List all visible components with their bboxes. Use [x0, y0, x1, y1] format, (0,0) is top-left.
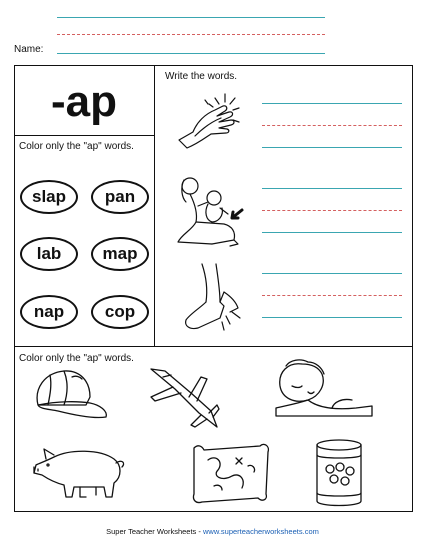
word-oval-cop[interactable]: cop	[91, 295, 149, 329]
footer-text: Super Teacher Worksheets -	[106, 527, 203, 536]
mom-lap-baby-icon	[172, 172, 247, 252]
bottom-instruction: Color only the "ap" words.	[19, 353, 134, 364]
write-line-2-top	[262, 188, 402, 189]
word-family-title: -ap	[51, 77, 117, 126]
map-icon	[188, 440, 273, 505]
pig-icon	[30, 443, 130, 503]
word-oval-pan[interactable]: pan	[91, 180, 149, 214]
write-line-2-base[interactable]	[262, 232, 402, 233]
clap-hands-icon	[175, 92, 245, 154]
write-line-1-base[interactable]	[262, 147, 402, 148]
word-oval-slap[interactable]: slap	[20, 180, 78, 214]
name-field-line[interactable]	[57, 53, 325, 54]
write-line-3-top	[262, 273, 402, 274]
left-instruction: Color only the "ap" words.	[19, 141, 134, 152]
top-guide-line	[57, 17, 325, 18]
nap-boy-icon	[272, 358, 377, 420]
can-icon	[312, 437, 367, 509]
write-line-1-top	[262, 103, 402, 104]
name-label: Name:	[14, 44, 44, 55]
write-line-1-mid	[262, 125, 402, 126]
word-oval-lab[interactable]: lab	[20, 237, 78, 271]
footer-credit	[0, 527, 425, 536]
cap-icon	[28, 365, 113, 425]
write-line-3-mid	[262, 295, 402, 296]
top-dashed-line	[57, 34, 325, 35]
title-divider	[14, 135, 155, 136]
horizontal-divider	[14, 346, 413, 347]
word-oval-map[interactable]: map	[91, 237, 149, 271]
word-oval-nap[interactable]: nap	[20, 295, 78, 329]
jet-icon	[145, 363, 225, 431]
write-line-3-base[interactable]	[262, 317, 402, 318]
tap-foot-icon	[180, 262, 245, 337]
write-line-2-mid	[262, 210, 402, 211]
footer-url-link[interactable]: www.superteacherworksheets.com	[202, 527, 319, 536]
vertical-divider	[154, 65, 155, 347]
right-instruction: Write the words.	[165, 71, 238, 82]
